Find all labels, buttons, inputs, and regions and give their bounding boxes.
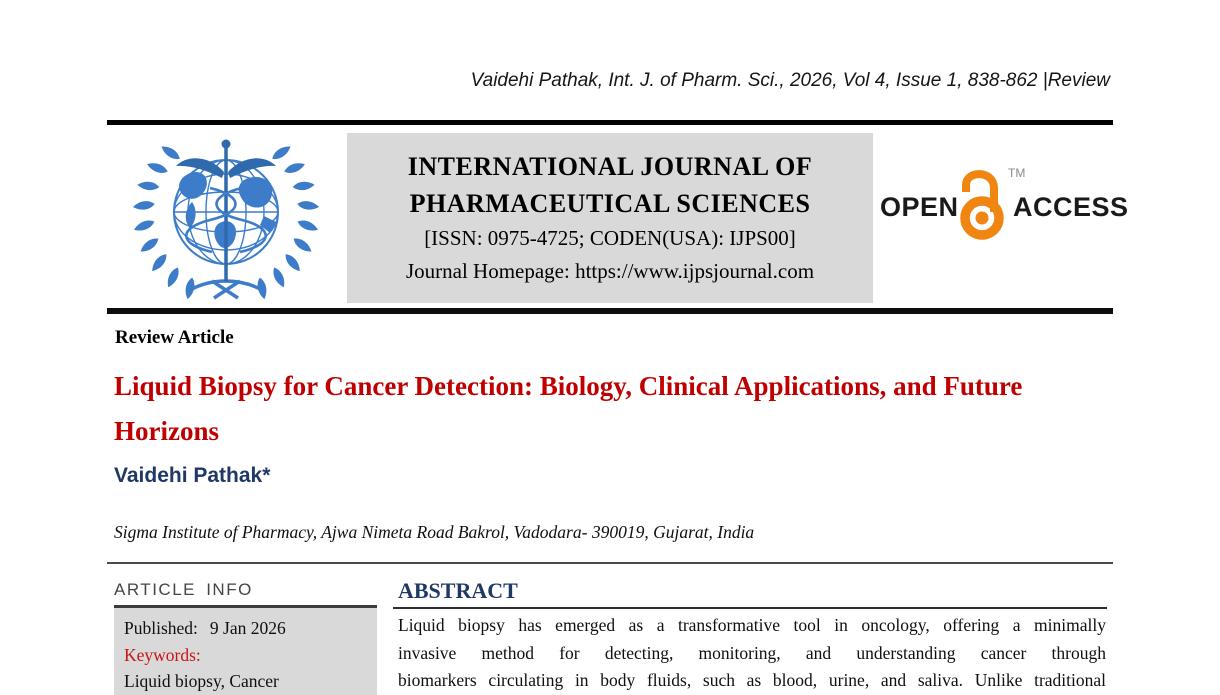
article-title: Liquid Biopsy for Cancer Detection: Biology, Clinical Applications, and Future Horizons <box>114 371 1023 446</box>
abstract-line: Liquid biopsy has emerged as a transformative tool in oncology, offering a minimally <box>398 615 1106 635</box>
abstract-line: invasive method for detecting, monitoring, and understanding cancer through <box>398 642 1106 663</box>
masthead-rule-bar <box>107 308 1113 314</box>
running-head: Vaidehi Pathak, Int. J. of Pharm. Sci., 2026, Vol 4, Issue 1, 838-862 |Review <box>470 70 1110 91</box>
masthead-box <box>347 133 873 303</box>
article-info-heading: ARTICLE INFO <box>114 580 253 599</box>
abstract-line: biomarkers circulating in body fluids, such as blood, urine, and saliva. Unlike traditional <box>398 670 1106 690</box>
journal-emblem-icon <box>124 132 328 308</box>
trademark-label: TM <box>1008 166 1026 180</box>
published-value: 9 Jan 2026 <box>209 618 286 638</box>
journal-homepage-link[interactable]: Journal Homepage: https://www.ijpsjournal.com <box>405 259 815 283</box>
author-name: Vaidehi Pathak* <box>114 464 271 487</box>
keywords-value: Liquid biopsy, Cancer <box>124 671 279 691</box>
top-rule-bar <box>107 120 1113 125</box>
published-row <box>124 615 369 642</box>
open-access-logo <box>880 164 1129 250</box>
section-divider-rule <box>107 562 1113 564</box>
article-info-box <box>114 608 377 695</box>
article-type-label: Review Article <box>115 327 234 348</box>
abstract-heading: ABSTRACT <box>398 578 518 603</box>
published-label: Published: <box>124 618 198 638</box>
abstract-underline <box>393 607 1107 609</box>
journal-title-line1: INTERNATIONAL JOURNAL OF <box>407 152 813 181</box>
keywords-label: Keywords: <box>124 644 201 665</box>
author-affiliation: Sigma Institute of Pharmacy, Ajwa Nimeta Road Bakrol, Vadodara- 390019, Gujarat, India <box>114 522 755 542</box>
journal-title-line2: PHARMACEUTICAL SCIENCES <box>409 189 811 218</box>
open-label: OPEN <box>880 192 959 222</box>
access-label: ACCESS <box>1013 192 1129 222</box>
abstract-text <box>398 612 1106 695</box>
open-access-lock-icon <box>954 162 1010 244</box>
issn-coden-line: [ISSN: 0975-4725; CODEN(USA): IJPS00] <box>424 226 796 250</box>
